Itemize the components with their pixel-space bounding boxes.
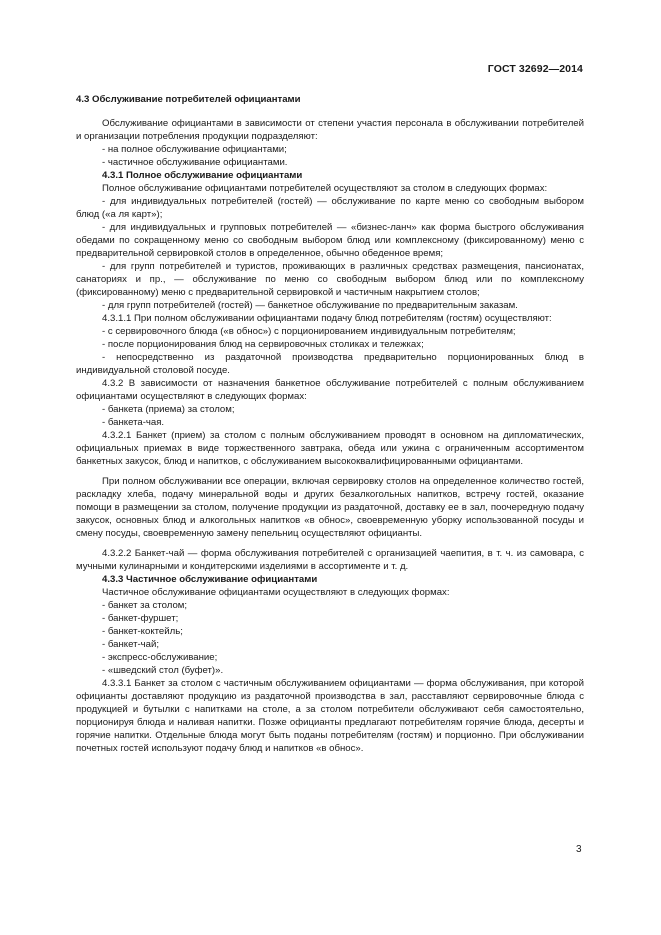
document-body (76, 93, 584, 755)
list-item: - с сервировочного блюда («в обнос») с порционированием индивидуальным потребителям; (102, 326, 516, 337)
page-number: 3 (576, 844, 582, 855)
list-item: - непосредственно из раздаточной производства предварительно порционированных блюд в индивидуальной столовой посуде. (76, 352, 584, 376)
list-item: - после порционирования блюд на сервировочных столиках и тележках; (102, 339, 424, 350)
list-item: - экспресс-обслуживание; (102, 652, 218, 663)
list-item: - для индивидуальных потребителей (гостей) — обслуживание по карте меню со свободным выбором блюд («а ля карт»); (76, 196, 584, 220)
list-item: - банкет-чай; (102, 639, 160, 650)
paragraph-4-3-1-1: 4.3.1.1 При полном обслуживании официантами подачу блюд потребителям (гостям) осуществляют: (102, 313, 552, 324)
list-item: - для групп потребителей (гостей) — банкетное обслуживание по предварительным заказам. (102, 300, 518, 311)
section-4-3-1-intro: Полное обслуживание официантами потребителей осуществляют за столом в следующих формах: (102, 183, 548, 194)
list-item: - «шведский стол (буфет)». (102, 665, 224, 676)
paragraph-4-3-2-1: 4.3.2.1 Банкет (прием) за столом с полным обслуживанием проводят в основном на дипломатических, официальных приемах в виде торжественного завтрака, обеда или ужина с ограниченным ассортиментом банкетных закусок, блюд и напитков, с обслуживанием высококвалифицированными официантами. (76, 430, 584, 467)
list-item: - банкета-чая. (102, 417, 165, 428)
list-item: - банкет-коктейль; (102, 626, 183, 637)
paragraph-4-3-2-2: 4.3.2.2 Банкет-чай — форма обслуживания потребителей с организацией чаепития, в т. ч. из самовара, с мучными кулинарными и кондитерскими изделиями в ассортименте и т. д. (76, 548, 584, 572)
paragraph-4-3-2: 4.3.2 В зависимости от назначения банкетное обслуживание потребителей с полным обслуживанием официантами осуществляют в следующих формах: (76, 378, 584, 402)
list-item: - на полное обслуживание официантами; (102, 144, 287, 155)
list-item: - банкет-фуршет; (102, 613, 179, 624)
list-item: - для групп потребителей и туристов, проживающих в различных средствах размещения, пансионатах, санаториях и пр., — обслуживание по меню со свободным выбором блюд или по комплексному (фиксированному) меню с предварительной сервировкой и частичным накрытием столов; (76, 261, 584, 298)
paragraph-4-3-3-1: 4.3.3.1 Банкет за столом с частичным обслуживанием официантами — форма обслуживания, при которой официанты доставляют продукцию из раздаточной производства в зал, расставляют сервировочные блюда с продукцией и бутылки с напитками на столе, а за столом потребители обслуживают себя самостоятельно, порционируя блюда и наливая напитки. Позже официанты предлагают потребителям горячие блюда, десерты и горячие напитки. Отдельные блюда могут быть поданы потребителям (гостям) и порционно. При обслуживании почетных гостей используют подачу блюд и напитков «в обнос». (76, 678, 584, 754)
list-item: - для индивидуальных и групповых потребителей — «бизнес-ланч» как форма быстрого обслуживания обедами по сокращенному меню со свободным выбором блюд или комплексному (фиксированному) меню с предварительной сервировкой столов в определенное, обычно обеденное время; (76, 222, 584, 259)
list-item: - банкет за столом; (102, 600, 188, 611)
section-4-3-title: 4.3 Обслуживание потребителей официантами (76, 94, 301, 105)
list-item: - частичное обслуживание официантами. (102, 157, 288, 168)
section-4-3-3-intro: Частичное обслуживание официантами осуществляют в следующих формах: (102, 587, 450, 598)
document-code: ГОСТ 32692—2014 (487, 63, 583, 75)
paragraph-full-service: При полном обслуживании все операции, включая сервировку столов на определенное количество гостей, раскладку хлеба, подачу минеральной воды и других безалкогольных напитков, встречу гостей, оказание помощи в размещении за столом, получение продукции из раздаточной, доставку ее в зал, поочередную подачу закусок, основных блюд и алкогольных напитков «в обнос», своевременную уборку использованной посуды и смену посуды, своевременную замену пепельниц осуществляют официанты. (76, 476, 584, 539)
section-4-3-intro: Обслуживание официантами в зависимости от степени участия персонала в обслуживании потребителей и организации потребления продукции подразделяют: (76, 118, 584, 142)
section-4-3-1-title: 4.3.1 Полное обслуживание официантами (102, 170, 303, 181)
list-item: - банкета (приема) за столом; (102, 404, 235, 415)
section-4-3-3-title: 4.3.3 Частичное обслуживание официантами (102, 574, 318, 585)
